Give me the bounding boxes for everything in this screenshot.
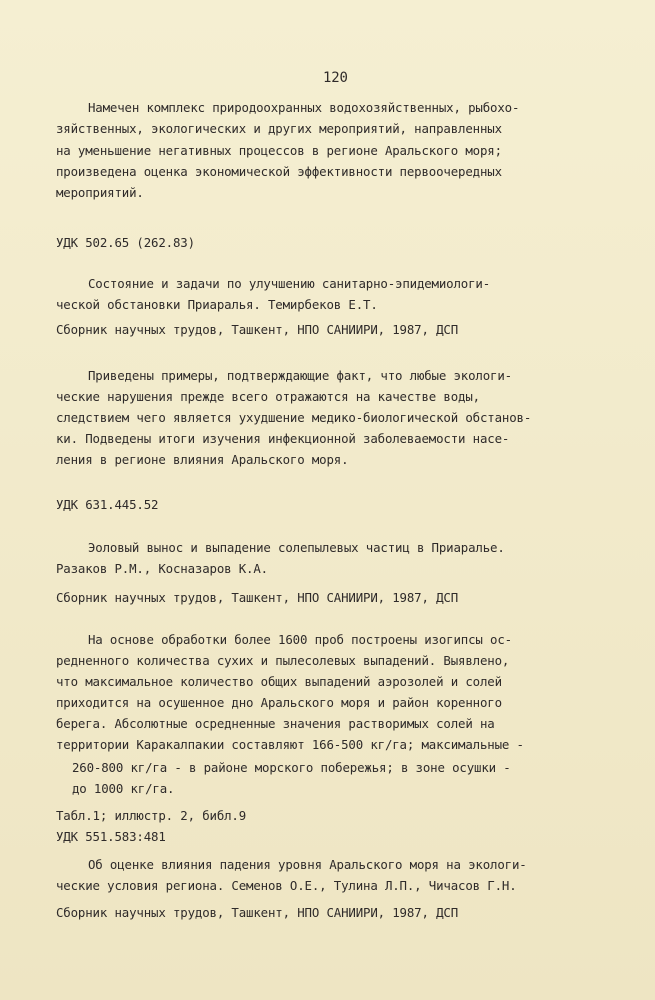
tables-note: Табл.1; иллюстр. 2, библ.9 bbox=[56, 808, 247, 823]
udk-code: УДК 551.583:481 bbox=[56, 829, 166, 844]
entry-source: Сборник научных трудов, Ташкент, НПО САНИИРИ, 1987, ДСП bbox=[56, 322, 459, 337]
entry-source: Сборник научных трудов, Ташкент, НПО САНИИРИ, 1987, ДСП bbox=[56, 590, 459, 605]
abstract-line: до 1000 кг/га. bbox=[72, 781, 175, 796]
abstract-line: что максимальное количество общих выпадений аэрозолей и солей bbox=[56, 674, 502, 689]
entry-title-line: Об оценке влияния падения уровня Аральского моря на экологи- bbox=[88, 857, 527, 872]
intro-line: мероприятий. bbox=[56, 185, 144, 200]
abstract-line: 260-800 кг/га - в районе морского побережья; в зоне осушки - bbox=[72, 760, 511, 775]
abstract-line: ления в регионе влияния Аральского моря. bbox=[56, 452, 349, 467]
intro-line: Намечен комплекс природоохранных водохозяйственных, рыбохо- bbox=[88, 100, 520, 115]
udk-code: УДК 502.65 (262.83) bbox=[56, 235, 195, 250]
page-number: 120 bbox=[323, 70, 348, 86]
entry-title-line: Эоловый вынос и выпадение солепылевых частиц в Приаралье. bbox=[88, 540, 505, 555]
entry-title-line: Разаков Р.М., Косназаров К.А. bbox=[56, 561, 268, 576]
udk-code: УДК 631.445.52 bbox=[56, 497, 159, 512]
abstract-line: ческие нарушения прежде всего отражаются на качестве воды, bbox=[56, 389, 480, 404]
abstract-line: берега. Абсолютные осредненные значения растворимых солей на bbox=[56, 716, 495, 731]
abstract-line: На основе обработки более 1600 проб построены изогипсы ос- bbox=[88, 632, 512, 647]
entry-title-line: ческой обстановки Приаралья. Темирбеков Е.Т. bbox=[56, 297, 378, 312]
entry-source: Сборник научных трудов, Ташкент, НПО САНИИРИ, 1987, ДСП bbox=[56, 905, 459, 920]
abstract-line: ки. Подведены итоги изучения инфекционной заболеваемости насе- bbox=[56, 431, 510, 446]
intro-line: зяйственных, экологических и других мероприятий, направленных bbox=[56, 121, 502, 136]
entry-title-line: ческие условия региона. Семенов О.Е., Тулина Л.П., Чичасов Г.Н. bbox=[56, 878, 517, 893]
intro-line: на уменьшение негативных процессов в регионе Аральского моря; bbox=[56, 143, 502, 158]
abstract-line: Приведены примеры, подтверждающие факт, что любые экологи- bbox=[88, 368, 512, 383]
abstract-line: территории Каракалпакии составляют 166-500 кг/га; максимальные - bbox=[56, 737, 524, 752]
abstract-line: редненного количества сухих и пылесолевых выпадений. Выявлено, bbox=[56, 653, 510, 668]
abstract-line: приходится на осушенное дно Аральского моря и район коренного bbox=[56, 695, 502, 710]
intro-line: произведена оценка экономической эффективности первоочередных bbox=[56, 164, 502, 179]
abstract-line: следствием чего является ухудшение медико-биологической обстанов- bbox=[56, 410, 532, 425]
entry-title-line: Состояние и задачи по улучшению санитарно-эпидемиологи- bbox=[88, 276, 491, 291]
